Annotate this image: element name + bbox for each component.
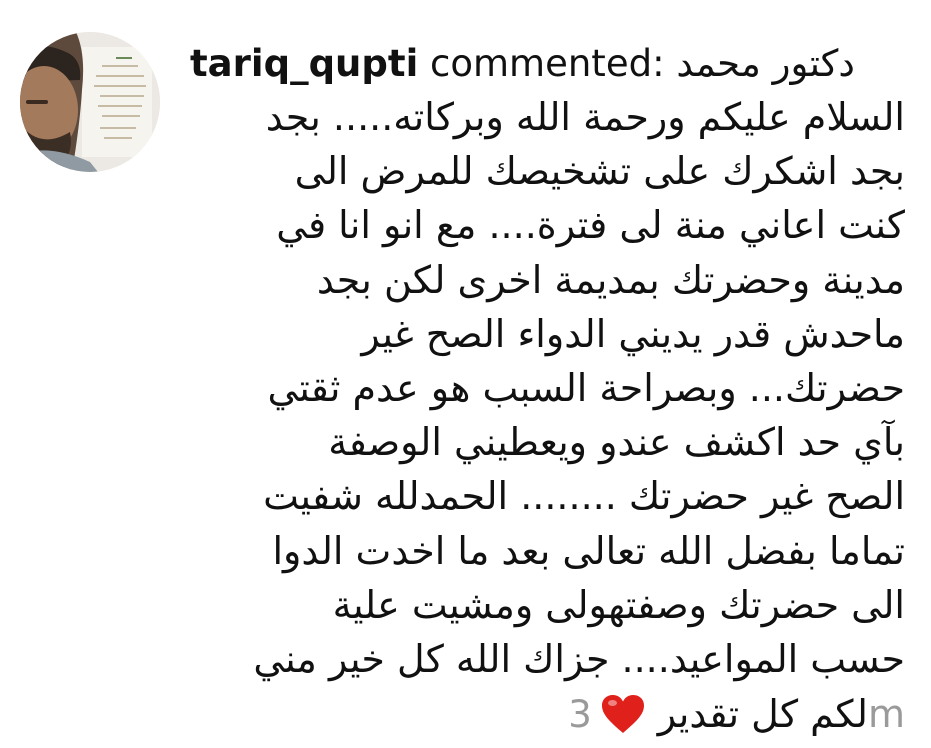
heart-icon[interactable] bbox=[600, 693, 646, 735]
comment-line: بآي حد اكشف عندو ويعطيني الوصفة bbox=[328, 420, 905, 465]
avatar-photo bbox=[20, 32, 160, 172]
comment-line: السلام عليكم ورحمة الله وبركاته..... بجد bbox=[265, 95, 905, 139]
comment-footer bbox=[190, 686, 905, 742]
comment-last-line: لكم كل تقدير bbox=[657, 692, 868, 737]
comment-header bbox=[190, 38, 905, 90]
comment bbox=[190, 38, 905, 742]
comment-line: ماحدش قدر يديني الدواء الصح غير bbox=[361, 311, 905, 356]
avatar[interactable] bbox=[20, 32, 160, 172]
comment-line: كنت اعاني منة لى فترة.... مع انو انا في bbox=[276, 203, 905, 248]
like-count[interactable]: 3 bbox=[568, 692, 592, 736]
username-link[interactable]: tariq_qupti bbox=[190, 42, 419, 85]
comment-greeting: دكتور محمد bbox=[676, 42, 855, 85]
comment-line: حضرتك... وبصراحة السبب هو عدم ثقتي bbox=[267, 365, 905, 410]
comment-line: تماما بفضل الله تعالى بعد ما اخدت الدوا bbox=[272, 528, 905, 573]
comment-line: حسب المواعيد.... جزاك الله كل خير مني bbox=[253, 636, 905, 681]
comment-body bbox=[190, 90, 905, 686]
comment-line: مدينة وحضرتك بمديمة اخرى لكن بجد bbox=[316, 257, 905, 302]
comment-line: الى حضرتك وصفتهولى ومشيت علية bbox=[332, 582, 905, 627]
comment-action: commented: bbox=[430, 42, 665, 85]
comment-line: الصح غير حضرتك ........ الحمدلله شفيت bbox=[263, 474, 905, 519]
comment-line: بجد اشكرك على تشخيصك للمرض الى bbox=[294, 149, 905, 194]
timestamp: m bbox=[867, 692, 905, 737]
